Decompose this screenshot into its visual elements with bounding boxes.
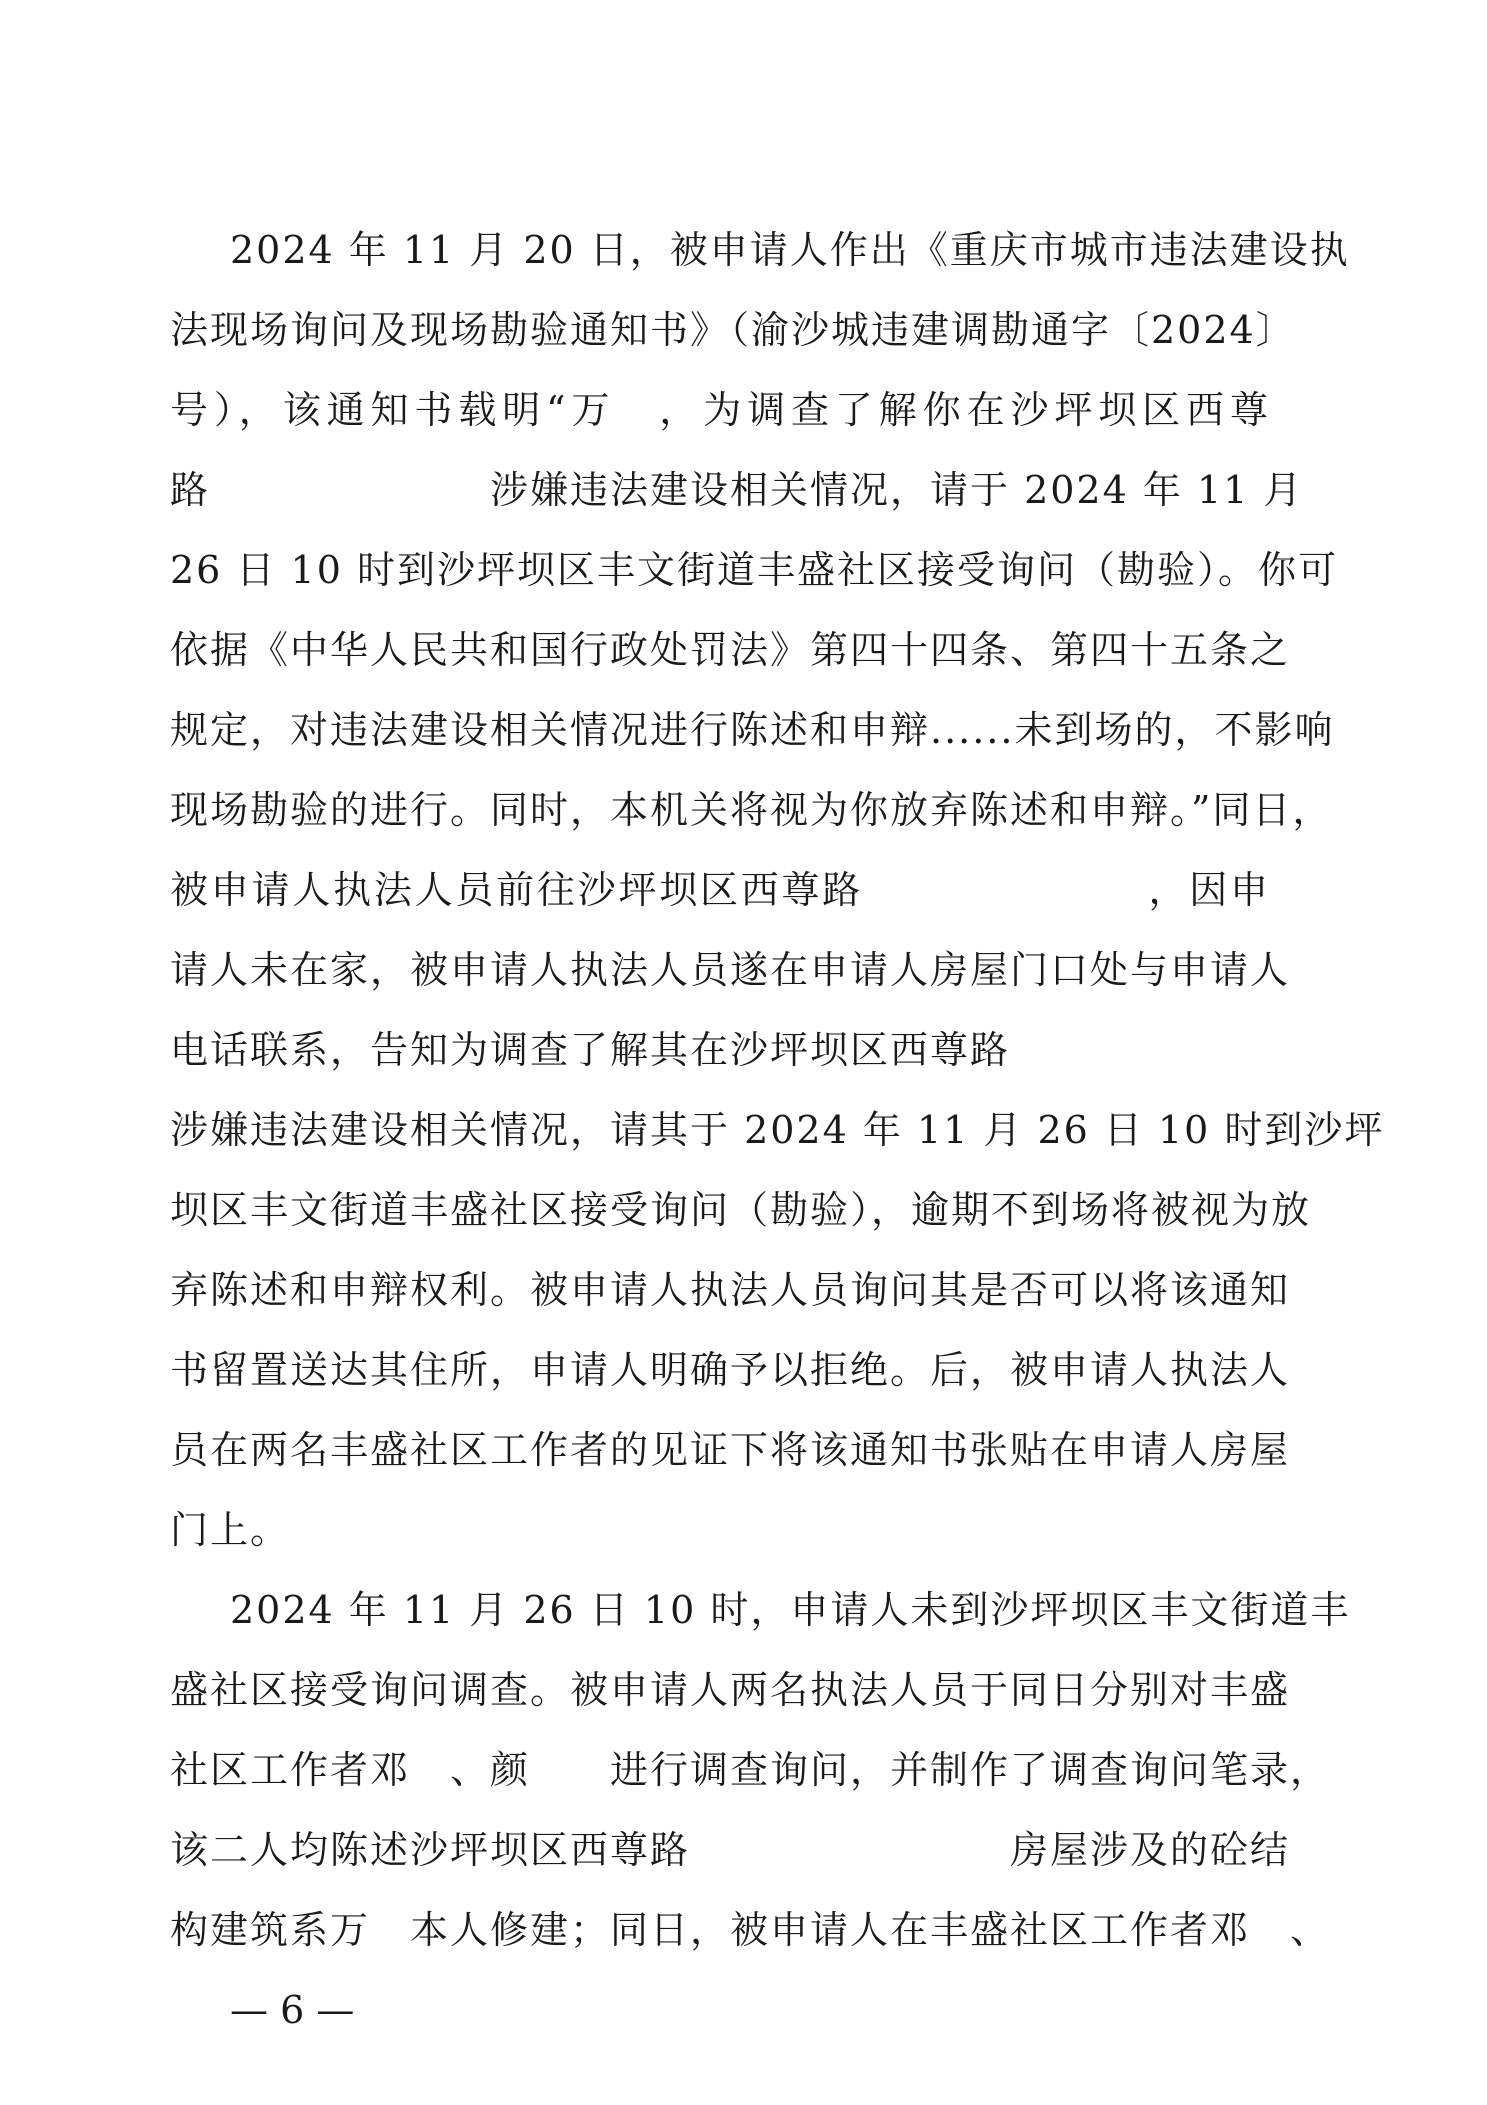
- paragraph-1-line-7: 规定，对违法建设相关情况进行陈述和申辩......未到场的，不影响: [170, 708, 1335, 752]
- paragraph-1-line-15: 书留置送达其住所，申请人明确予以拒绝。后，被申请人执法人: [170, 1348, 1291, 1392]
- paragraph-2-line-5: 构建筑系万 本人修建；同日，被申请人在丰盛社区工作者邓 、: [170, 1908, 1331, 1952]
- paragraph-2-line-3: 社区工作者邓 、颜 进行调查询问，并制作了调查询问笔录，: [170, 1748, 1331, 1792]
- paragraph-1-line-9: 被申请人执法人员前往沙坪坝区西尊路 ，因申: [170, 868, 1270, 912]
- paragraph-1-line-14: 弃陈述和申辩权利。被申请人执法人员询问其是否可以将该通知: [170, 1268, 1291, 1312]
- paragraph-2-line-2: 盛社区接受询问调查。被申请人两名执法人员于同日分别对丰盛: [170, 1668, 1291, 1712]
- paragraph-1-line-12: 涉嫌违法建设相关情况，请其于 2024 年 11 月 26 日 10 时到沙坪: [170, 1108, 1385, 1152]
- paragraph-1-line-4: 路 涉嫌违法建设相关情况，请于 2024 年 11 月: [170, 468, 1304, 512]
- paragraph-1-line-10: 请人未在家，被申请人执法人员遂在申请人房屋门口处与申请人: [170, 948, 1291, 992]
- paragraph-1-line-5: 26 日 10 时到沙坪坝区丰文街道丰盛社区接受询问（勘验）。你可: [170, 548, 1338, 592]
- paragraph-2-line-1: 2024 年 11 月 26 日 10 时，申请人未到沙坪坝区丰文街道丰: [230, 1588, 1351, 1632]
- paragraph-1-line-13: 坝区丰文街道丰盛社区接受询问（勘验），逾期不到场将被视为放: [170, 1188, 1312, 1232]
- paragraph-1-line-3: 号），该通知书载明“万 ，为调查了解你在沙坪坝区西尊: [170, 388, 1270, 432]
- paragraph-1-line-11: 电话联系，告知为调查了解其在沙坪坝区西尊路: [170, 1028, 1011, 1072]
- paragraph-1-line-16: 员在两名丰盛社区工作者的见证下将该通知书张贴在申请人房屋: [170, 1428, 1291, 1472]
- paragraph-1-line-6: 依据《中华人民共和国行政处罚法》第四十四条、第四十五条之: [170, 628, 1291, 672]
- paragraph-1-line-2: 法现场询问及现场勘验通知书》（渝沙城违建调勘通字〔2024〕: [170, 308, 1296, 352]
- paragraph-1-line-1: 2024 年 11 月 20 日，被申请人作出《重庆市城市违法建设执: [230, 228, 1350, 272]
- paragraph-1-line-17: 门上。: [170, 1508, 291, 1552]
- paragraph-1-line-8: 现场勘验的进行。同时，本机关将视为你放弃陈述和申辩。”同日，: [170, 788, 1333, 832]
- page-number: — 6 —: [230, 1988, 355, 2032]
- paragraph-2-line-4: 该二人均陈述沙坪坝区西尊路 房屋涉及的砼结: [170, 1828, 1291, 1872]
